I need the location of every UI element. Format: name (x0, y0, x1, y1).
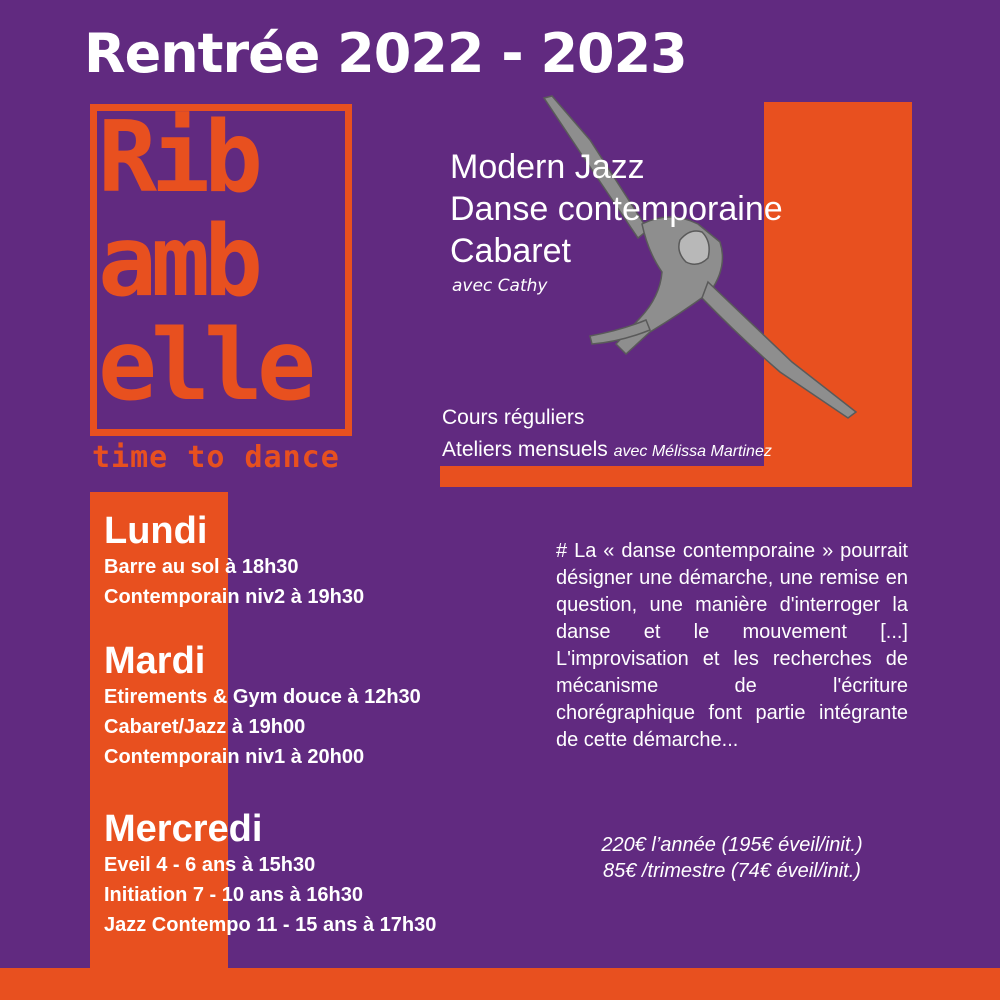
schedule-mardi (104, 640, 421, 772)
orange-frame-horizontal (440, 466, 912, 487)
slot-item: Contemporain niv1 à 20h00 (104, 746, 365, 768)
price-yearly: 220€ l’année (195€ éveil/init.) (601, 834, 863, 856)
logo-line-2: amb (98, 205, 258, 319)
course-item-modern-jazz: Modern Jazz (450, 148, 645, 186)
teacher-label: avec Cathy (452, 276, 548, 296)
regular-courses: Cours réguliers (442, 406, 585, 429)
bottom-accent-bar (0, 968, 1000, 1000)
slot-item: Jazz Contempo 11 - 15 ans à 17h30 (104, 914, 437, 936)
course-item-cabaret: Cabaret (450, 232, 571, 270)
slot-item: Initiation 7 - 10 ans à 16h30 (104, 884, 363, 906)
price-list (556, 832, 908, 884)
slot-item: Etirements & Gym douce à 12h30 (104, 686, 421, 708)
day-label: Mercredi (104, 808, 263, 850)
monthly-workshops (442, 434, 772, 468)
slot-item: Barre au sol à 18h30 (104, 556, 299, 578)
course-item-contemporaine: Danse contemporaine (450, 190, 783, 228)
slot-item: Eveil 4 - 6 ans à 15h30 (104, 854, 316, 876)
schedule-lundi (104, 510, 364, 612)
slot-item: Contemporain niv2 à 19h30 (104, 586, 365, 608)
logo-line-3: elle (98, 309, 311, 423)
workshops-label: Ateliers mensuels (442, 438, 608, 461)
page-title: Rentrée 2022 - 2023 (84, 22, 687, 85)
price-trimester: 85€ /trimestre (74€ éveil/init.) (603, 860, 861, 882)
schedule-mercredi (104, 808, 436, 940)
logo-line-1: Rib (98, 101, 258, 215)
course-types (442, 402, 772, 468)
workshops-teacher: avec Mélissa Martinez (613, 443, 772, 460)
day-label: Mardi (104, 640, 206, 682)
course-list (450, 146, 783, 272)
slot-item: Cabaret/Jazz à 19h00 (104, 716, 306, 738)
description-text: # La « danse contemporaine » pourrait désigner une démarche, une remise en question, une manière d'interroger la danse et le mouvement [...] L'improvisation et les recherches de mécanisme de l'écriture chorégraphique font partie intégrante de cette démarche... (556, 540, 908, 751)
logo-tagline: time to dance (92, 440, 340, 475)
day-label: Lundi (104, 510, 208, 552)
